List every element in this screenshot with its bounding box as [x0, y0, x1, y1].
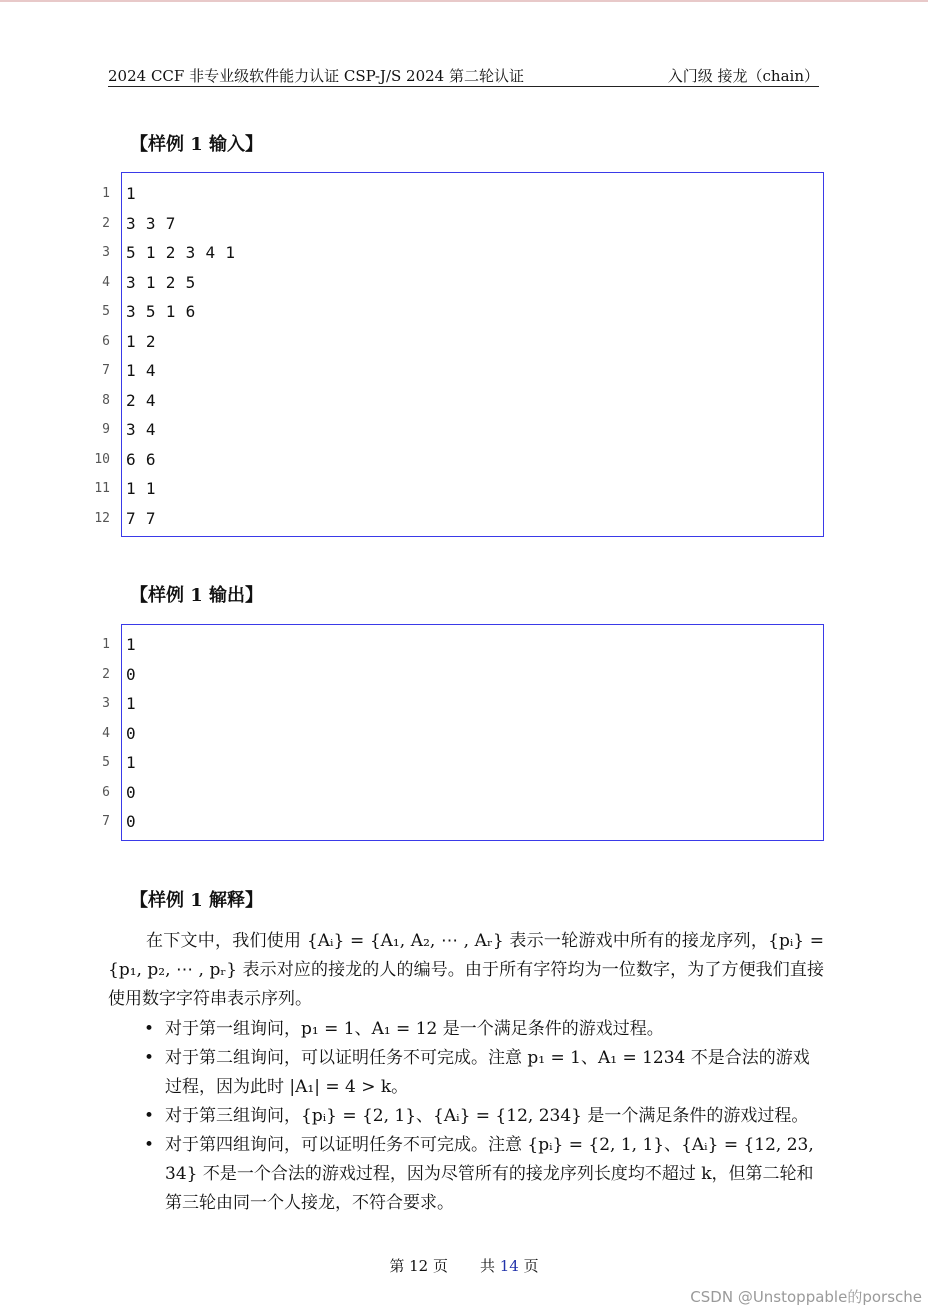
line-number: 11 [94, 481, 110, 496]
sample-explanation-title: 【样例 1 解释】 [130, 890, 264, 911]
line-number: 7 [102, 363, 110, 378]
line-number: 2 [102, 215, 110, 231]
code-line [0, 807, 820, 836]
total-pages-prefix: 共 [479, 1257, 495, 1275]
code-text: 5 1 2 3 4 1 [126, 243, 236, 262]
bullet-text: 对于第一组询问，p₁ = 1、A₁ = 12 是一个满足条件的游戏过程。 [165, 1019, 664, 1039]
code-line [0, 268, 820, 297]
line-number: 5 [102, 755, 110, 770]
code-line [0, 356, 820, 385]
page-top-border [0, 0, 928, 2]
code-text: 3 3 7 [126, 213, 176, 233]
explanation-bullet-list [108, 1015, 824, 1218]
code-line [0, 689, 820, 718]
line-number: 6 [102, 333, 110, 349]
header-problem-name: 入门级 接龙（chain） [667, 67, 819, 85]
code-line [0, 238, 820, 267]
page-header [108, 62, 819, 87]
code-text: 1 [126, 184, 136, 203]
code-line [0, 445, 820, 474]
line-number: 3 [102, 696, 110, 711]
code-line [0, 386, 820, 415]
code-line [0, 630, 820, 659]
code-text: 0 [126, 723, 136, 743]
bullet-text: 对于第三组询问，{pᵢ} = {2, 1}、{Aᵢ} = {12, 234} 是一个满足条件的游戏过程。 [165, 1106, 809, 1126]
list-item [108, 1044, 824, 1102]
code-line [0, 209, 820, 238]
total-pages-link[interactable]: 14 [499, 1257, 519, 1275]
code-text: 1 4 [126, 361, 156, 380]
explanation-intro-text: 在下文中，我们使用 {Aᵢ} = {A₁, A₂, ⋯ , Aᵣ} 表示一轮游戏中所有的接龙序列，{pᵢ} = {p₁, p₂, ⋯ , pᵣ} 表示对应的接龙的人的编号。由于所有字符均为一位数字，为了方便我们直接使用数字字符串表示序列。 [108, 931, 824, 1009]
current-page-label: 第 12 页 [389, 1257, 448, 1275]
code-line [0, 719, 820, 748]
code-text: 2 4 [126, 390, 156, 410]
csdn-watermark: CSDN @Unstoppable的porsche [690, 1288, 922, 1306]
page-footer [0, 1255, 928, 1276]
bullet-icon: • [144, 1019, 155, 1039]
code-line [0, 474, 820, 503]
code-text: 6 6 [126, 449, 156, 469]
code-text: 1 1 [126, 479, 156, 498]
code-text: 3 4 [126, 420, 156, 439]
code-text: 1 2 [126, 331, 156, 351]
code-text: 3 5 1 6 [126, 302, 196, 321]
line-number: 1 [102, 186, 110, 201]
line-number: 5 [102, 304, 110, 319]
total-pages-suffix: 页 [523, 1257, 539, 1275]
code-text: 7 7 [126, 508, 156, 528]
line-number: 8 [102, 392, 110, 408]
code-line [0, 327, 820, 356]
line-number: 10 [94, 451, 110, 467]
line-number: 4 [102, 725, 110, 741]
list-item [108, 1131, 824, 1218]
code-text: 3 1 2 5 [126, 272, 196, 292]
code-text: 1 [126, 694, 136, 713]
line-number: 2 [102, 666, 110, 682]
code-text: 0 [126, 782, 136, 802]
line-number: 9 [102, 422, 110, 437]
line-number: 7 [102, 814, 110, 829]
list-item [108, 1015, 824, 1044]
line-number: 6 [102, 784, 110, 800]
code-line [0, 504, 820, 533]
code-line [0, 415, 820, 444]
line-number: 4 [102, 274, 110, 290]
code-line [0, 179, 820, 208]
line-number: 3 [102, 245, 110, 260]
bullet-text: 对于第四组询问，可以证明任务不可完成。注意 {pᵢ} = {2, 1, 1}、{Aᵢ} = {12, 23, 34} 不是一个合法的游戏过程，因为尽管所有的接龙序列长度均不超过 k，但第二轮和第三轮由同一个人接龙，不符合要求。 [165, 1135, 814, 1213]
header-contest-title: 2024 CCF 非专业级软件能力认证 CSP-J/S 2024 第二轮认证 [108, 67, 524, 85]
code-text: 0 [126, 664, 136, 684]
code-line [0, 297, 820, 326]
sample-input-title: 【样例 1 输入】 [130, 134, 264, 155]
sample-output-title: 【样例 1 输出】 [130, 585, 264, 606]
bullet-icon: • [144, 1048, 155, 1068]
code-line [0, 748, 820, 777]
line-number: 12 [94, 510, 110, 526]
bullet-text: 对于第二组询问，可以证明任务不可完成。注意 p₁ = 1、A₁ = 1234 不是合法的游戏过程，因为此时 |A₁| = 4 > k。 [165, 1048, 810, 1097]
code-line [0, 778, 820, 807]
code-text: 1 [126, 635, 136, 654]
code-text: 1 [126, 753, 136, 772]
list-item [108, 1102, 824, 1131]
bullet-icon: • [144, 1106, 155, 1126]
code-text: 0 [126, 812, 136, 831]
line-number: 1 [102, 637, 110, 652]
bullet-icon: • [144, 1135, 155, 1155]
code-line [0, 660, 820, 689]
explanation-intro [108, 927, 824, 1014]
